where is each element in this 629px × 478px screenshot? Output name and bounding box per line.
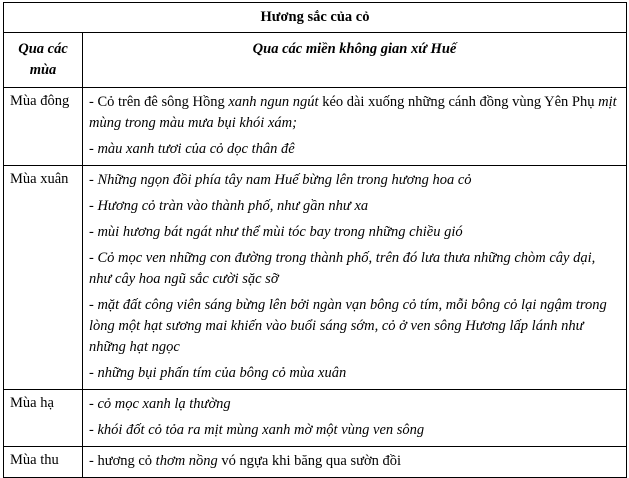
- header-row: [4, 33, 627, 88]
- italic-text: mịt mùng trong màu mưa bụi khói xám;: [89, 94, 617, 131]
- description-item: [89, 418, 620, 444]
- italic-text: - màu xanh tươi của cỏ dọc thân đê: [89, 141, 295, 157]
- description-item: [89, 137, 620, 163]
- table-title: Hương sắc của cỏ: [4, 3, 627, 33]
- description-cell: [83, 88, 627, 166]
- italic-text: xanh ngun ngút: [228, 94, 319, 110]
- italic-text: - Những ngọn đồi phía tây nam Huế bừng lên trong hương hoa cỏ: [89, 172, 472, 188]
- italic-text: - mùi hương bát ngát như thể mùi tóc bay trong những chiều gió: [89, 224, 463, 240]
- table-row: [4, 88, 627, 166]
- title-row: [4, 3, 627, 33]
- season-cell: Mùa hạ: [4, 390, 83, 447]
- description-item: [89, 246, 620, 293]
- italic-text: - cỏ mọc xanh lạ thường: [89, 396, 231, 412]
- table-row: [4, 390, 627, 447]
- description-item: [89, 90, 620, 137]
- table-row: [4, 166, 627, 390]
- table-row: [4, 447, 627, 478]
- plain-text: - hương cỏ: [89, 453, 156, 469]
- plain-text: - Cỏ trên đê sông Hồng: [89, 94, 229, 110]
- plain-text: vó ngựa khi băng qua sườn đồi: [217, 453, 402, 469]
- description-item: [89, 293, 620, 361]
- italic-text: - Hương cỏ tràn vào thành phố, như gần như xa: [89, 198, 369, 214]
- description-item: [89, 361, 620, 387]
- description-cell: [83, 166, 627, 390]
- description-item: [89, 220, 620, 246]
- description-cell: [83, 447, 627, 478]
- description-item: [89, 449, 620, 475]
- header-spaces: Qua các miền không gian xứ Huế: [83, 33, 627, 88]
- season-cell: Mùa đông: [4, 88, 83, 166]
- season-cell: Mùa thu: [4, 447, 83, 478]
- header-seasons: Qua các mùa: [4, 33, 83, 88]
- italic-text: - những bụi phấn tím của bông cỏ mùa xuân: [89, 365, 347, 381]
- table-body: [4, 3, 627, 478]
- description-item: [89, 194, 620, 220]
- italic-text: - khói đốt cỏ tỏa ra mịt mùng xanh mờ một vùng ven sông: [89, 422, 425, 438]
- description-item: [89, 392, 620, 418]
- italic-text: - mặt đất công viên sáng bừng lên bởi ngàn vạn bông cỏ tím, mỗi bông cỏ lại ngậm trong lòng một hạt sương mai khiến vào buổi sáng sớm, cỏ ở ven sông Hương lấp lánh như những hạt ngọc: [89, 297, 607, 355]
- italic-text: thơm nồng: [155, 453, 218, 469]
- season-cell: Mùa xuân: [4, 166, 83, 390]
- fragrance-table: [3, 2, 627, 478]
- plain-text: kéo dài xuống những cánh đồng vùng Yên Phụ: [318, 94, 599, 110]
- description-item: [89, 168, 620, 194]
- description-cell: [83, 390, 627, 447]
- italic-text: - Cỏ mọc ven những con đường trong thành phố, trên đó lưa thưa những chòm cây dại, như cây hoa ngũ sắc cười sặc sỡ: [89, 250, 596, 287]
